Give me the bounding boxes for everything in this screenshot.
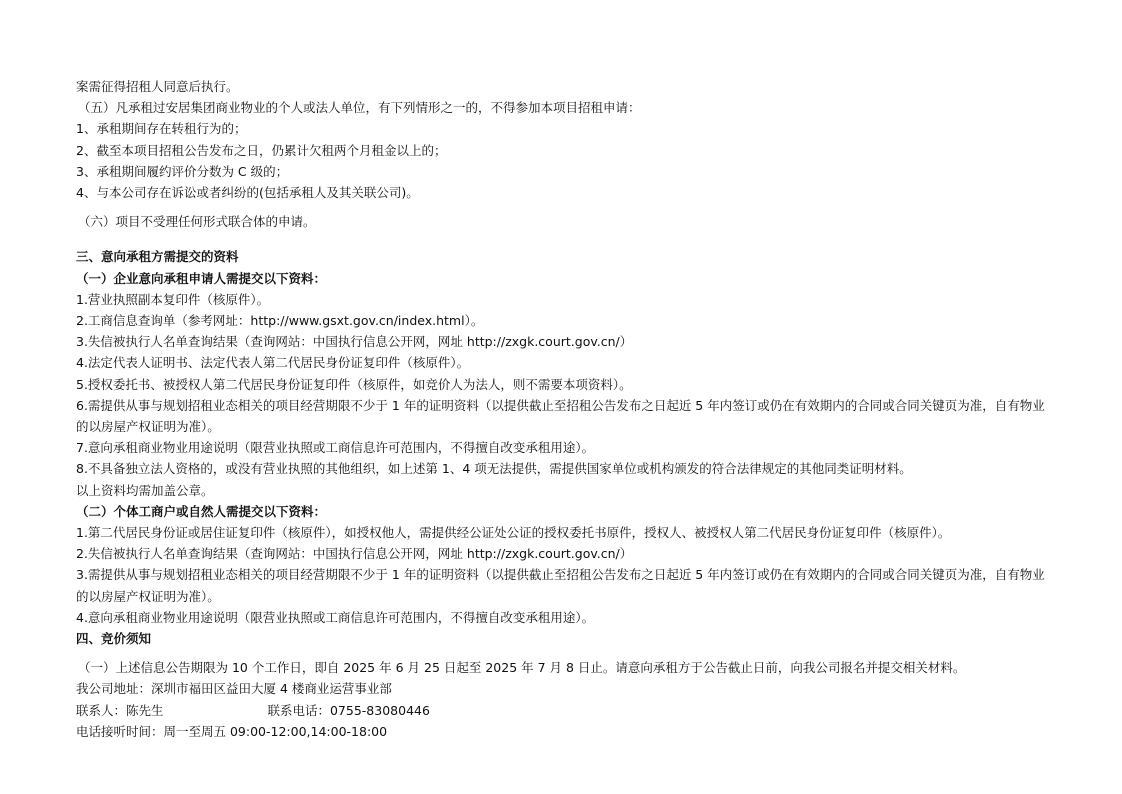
- company-address: 我公司地址：深圳市福田区益田大厦 4 楼商业运营事业部: [76, 681, 392, 697]
- list-item: 2、截至本项目招租公告发布之日，仍累计欠租两个月租金以上的；: [76, 142, 447, 158]
- subheading-enterprise: （一）企业意向承租申请人需提交以下资料：: [76, 270, 327, 286]
- list-item: 4.法定代表人证明书、法定代表人第二代居民身份证复印件（核原件）。: [76, 355, 470, 371]
- list-item: 1.第二代居民身份证或居住证复印件（核原件），如授权他人，需提供经公证处公证的授权委托书原件，授权人、被授权人第二代居民身份证复印件（核原件）。: [76, 525, 951, 541]
- phone-hours: 电话接听时间：周一至周五 09:00-12:00,14:00-18:00: [76, 723, 388, 739]
- list-item: 7.意向承租商业物业用途说明（限营业执照或工商信息许可范围内，不得擅自改变承租用途）。: [76, 440, 595, 456]
- list-item: 4、与本公司存在诉讼或者纠纷的(包括承租人及其关联公司)。: [76, 185, 419, 201]
- list-item: 1、承租期间存在转租行为的；: [76, 121, 247, 137]
- seal-note: 以上资料均需加盖公章。: [76, 482, 214, 498]
- list-item: 3.需提供从事与规划招租业态相关的项目经营期限不少于 1 年的证明资料（以提供截止至招租公告发布之日起近 5 年内签订或仍在有效期内的合同或合同关键页为准，自有物业的以房屋产权证明为准）。: [76, 567, 1045, 604]
- list-item: 6.需提供从事与规划招租业态相关的项目经营期限不少于 1 年的证明资料（以提供截止至招租公告发布之日起近 5 年内签订或仍在有效期内的合同或合同关键页为准，自有物业的以房屋产权证明为准）。: [76, 397, 1045, 435]
- list-item: 5.授权委托书、被授权人第二代居民身份证复印件（核原件，如竞价人为法人，则不需要本项资料）。: [76, 376, 632, 392]
- section-6-text: （六）项目不受理任何形式联合体的申请。: [78, 214, 316, 230]
- heading-section-3: 三、意向承租方需提交的资料: [76, 249, 239, 265]
- list-item: 4.意向承租商业物业用途说明（限营业执照或工商信息许可范围内，不得擅自改变承租用途）。: [76, 609, 595, 625]
- contact-phone: 联系电话：0755-83080446: [267, 702, 430, 718]
- list-item: 1.营业执照副本复印件（核原件）。: [76, 291, 270, 307]
- contact-person: 联系人：陈先生: [76, 702, 164, 718]
- list-item: 8.不具备独立法人资格的，或没有营业执照的其他组织，如上述第 1、4 项无法提供，需提供国家单位或机构颁发的符合法律规定的其他同类证明材料。: [76, 461, 912, 477]
- paragraph-continued: 案需征得招租人同意后执行。: [76, 79, 239, 94]
- list-item: 3.失信被执行人名单查询结果（查询网站：中国执行信息公开网，网址 http://zxgk.court.gov.cn/）: [76, 334, 633, 350]
- subheading-individual: （二）个体工商户或自然人需提交以下资料：: [76, 503, 327, 519]
- heading-section-4: 四、竞价须知: [76, 631, 152, 647]
- section-5-title: （五）凡承租过安居集团商业物业的个人或法人单位，有下列情形之一的，不得参加本项目招租申请：: [78, 100, 641, 116]
- list-item: 3、承租期间履约评价分数为 C 级的；: [76, 163, 289, 179]
- list-item: 2.失信被执行人名单查询结果（查询网站：中国执行信息公开网，网址 http://zxgk.court.gov.cn/）: [76, 546, 633, 562]
- notice-period-text: （一）上述信息公告期限为 10 个工作日，即自 2025 年 6 月 25 日起至 2025 年 7 月 8 日止。请意向承租方于公告截止日前，向我公司报名并提交相关材料。: [78, 660, 966, 676]
- document-body: [76, 76, 1056, 742]
- list-item: 2.工商信息查询单（参考网址：http://www.gsxt.gov.cn/index.html）。: [76, 313, 484, 329]
- contact-row: [76, 700, 1056, 721]
